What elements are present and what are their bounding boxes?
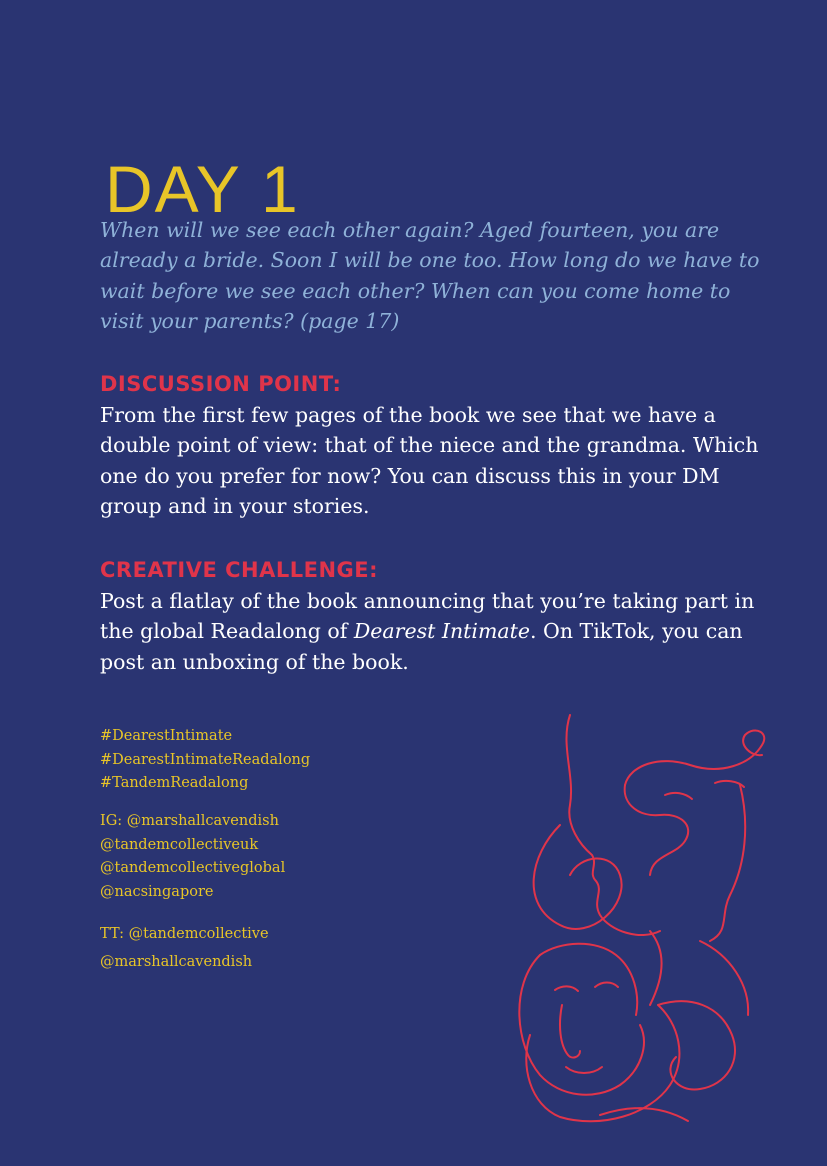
hashtag: #DearestIntimateReadalong [100, 751, 311, 768]
creative-text [100, 586, 760, 677]
hashtag: #TandemReadalong [100, 775, 249, 791]
creative-text-part: Post a flatlay of the book announcing that you’re taking part in the global Readalong of [100, 589, 755, 644]
creative-text-part: . On TikTok, you can post an unboxing of the book. [100, 619, 743, 674]
instagram-handle: @tandemcollectiveglobal [100, 860, 286, 876]
tiktok-handles [100, 920, 269, 976]
book-quote: When will we see each other again? Aged fourteen, you are already a bride. Soon I will be one too. How long do we have to wait before we see each other? When can you come home to visit your parents? (page 17) [100, 218, 760, 333]
tiktok-handle: @marshallcavendish [100, 954, 253, 970]
hashtag: #DearestIntimate [100, 728, 233, 744]
discussion-heading: DISCUSSION POINT: [100, 372, 342, 396]
instagram-handle: IG: @marshallcavendish [100, 813, 279, 829]
hashtag-list [100, 725, 310, 796]
line-art-faces-icon [500, 705, 780, 1125]
instagram-handle: @nacsingapore [100, 883, 214, 900]
instagram-handle: @tandemcollectiveuk [100, 836, 259, 853]
instagram-handles [100, 810, 285, 904]
page-title: DAY 1 [105, 152, 300, 227]
book-title-italic: Dearest Intimate [353, 619, 530, 644]
tiktok-handle: TT: @tandemcollective [100, 926, 269, 942]
creative-heading: CREATIVE CHALLENGE: [100, 558, 378, 582]
discussion-text: From the first few pages of the book we see that we have a double point of view: that of the niece and the grandma. Which one do you prefer for now? You can discuss this in your DM group and in your stories. [100, 403, 759, 518]
